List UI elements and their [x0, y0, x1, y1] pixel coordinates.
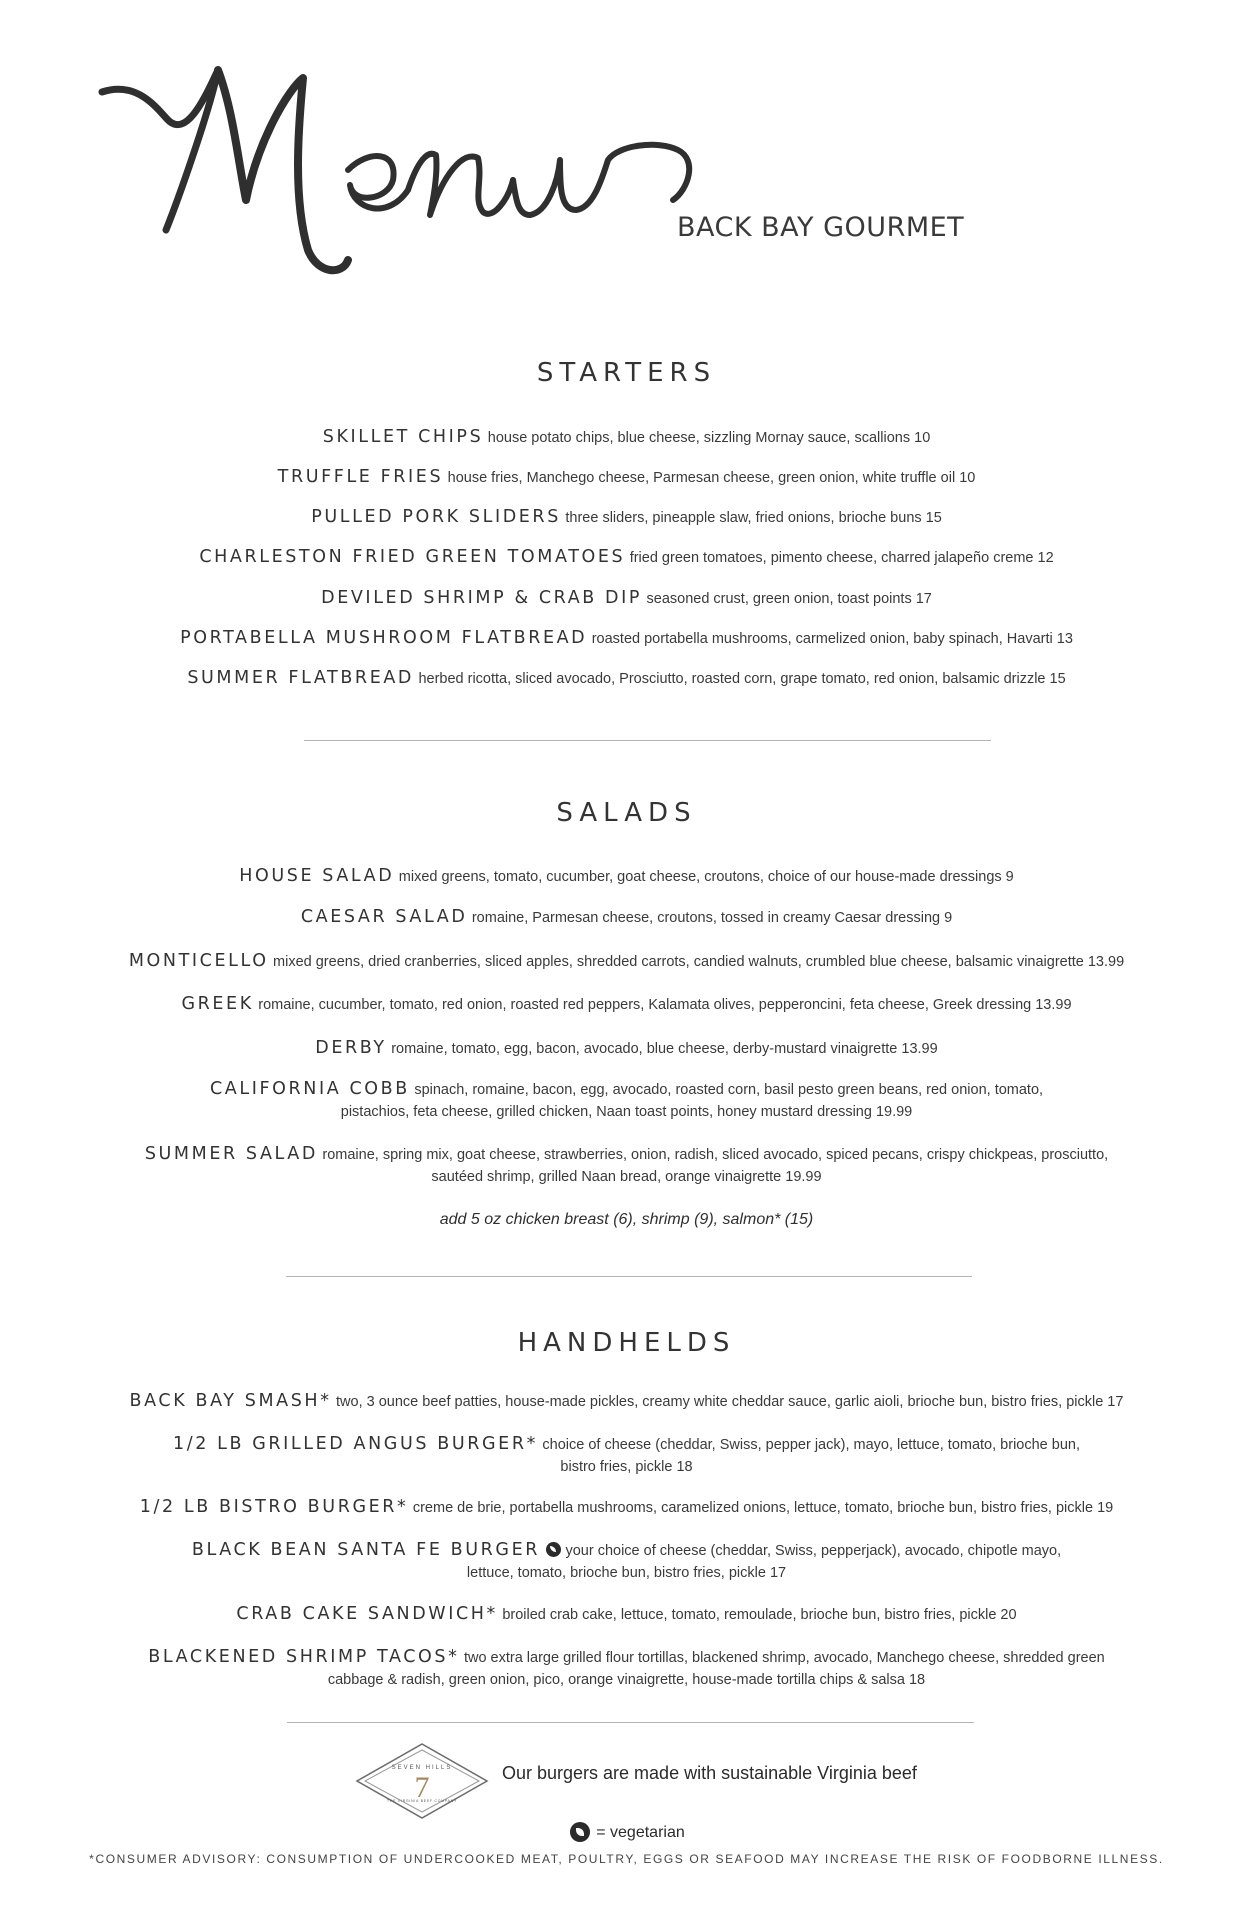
item-description: fried green tomatoes, pimento cheese, charred jalapeño creme 12	[629, 550, 1054, 566]
menu-item-continuation	[0, 1166, 1253, 1188]
restaurant-name: BACK BAY GOURMET	[677, 212, 965, 243]
item-name: CAESAR SALAD	[300, 907, 468, 927]
menu-item	[0, 1497, 1253, 1519]
item-description: romaine, tomato, egg, bacon, avocado, blue cheese, derby-mustard vinaigrette 13.99	[391, 1041, 938, 1057]
item-name: SUMMER FLATBREAD	[187, 668, 414, 688]
item-description: two extra large grilled flour tortillas, blackened shrimp, avocado, Manchego cheese, shredded green	[463, 1650, 1105, 1666]
item-name: DEVILED SHRIMP & CRAB DIP	[321, 588, 643, 608]
item-description: house potato chips, blue cheese, sizzling Mornay sauce, scallions 10	[487, 430, 931, 446]
vegetarian-leaf-icon	[546, 1542, 561, 1557]
section-title-handhelds: HANDHELDS	[517, 1328, 736, 1358]
item-description: two, 3 ounce beef patties, house-made pickles, creamy white cheddar sauce, garlic aioli, brioche bun, bistro fries, pickle 17	[336, 1394, 1124, 1410]
consumer-advisory: *CONSUMER ADVISORY: CONSUMPTION OF UNDERCOOKED MEAT, POULTRY, EGGS OR SEAFOOD MAY INCREASE THE RISK OF FOODBORNE ILLNESS.	[89, 1852, 1164, 1866]
menu-script-title	[98, 50, 778, 280]
menu-item	[0, 1144, 1253, 1166]
item-name: 1/2 LB BISTRO BURGER*	[139, 1497, 409, 1517]
menu-item	[0, 507, 1253, 529]
menu-item	[0, 951, 1253, 973]
menu-item	[0, 588, 1253, 610]
salad-add-on-note: add 5 oz chicken breast (6), shrimp (9), salmon* (15)	[439, 1211, 814, 1228]
item-name: SUMMER SALAD	[144, 1144, 318, 1164]
item-description: mixed greens, dried cranberries, sliced apples, shredded carrots, candied walnuts, crumbled blue cheese, balsamic vinaigrette 13.99	[273, 954, 1125, 970]
item-name: CALIFORNIA COBB	[209, 1079, 410, 1099]
item-name: PORTABELLA MUSHROOM FLATBREAD	[180, 628, 588, 648]
item-name: CRAB CAKE SANDWICH*	[236, 1604, 498, 1624]
item-name: MONTICELLO	[128, 951, 269, 971]
menu-item	[0, 1391, 1253, 1413]
item-description-continued: pistachios, feta cheese, grilled chicken, Naan toast points, honey mustard dressing 19.99	[340, 1104, 913, 1120]
menu-item-continuation	[0, 1562, 1253, 1584]
menu-item	[0, 994, 1253, 1016]
section-divider	[287, 1722, 974, 1723]
vegetarian-legend-text: = vegetarian	[596, 1824, 685, 1841]
vegetarian-leaf-icon	[570, 1822, 590, 1842]
menu-item	[0, 628, 1253, 650]
section-divider	[286, 1276, 972, 1277]
item-name: CHARLESTON FRIED GREEN TOMATOES	[199, 547, 626, 567]
item-description: romaine, cucumber, tomato, red onion, roasted red peppers, Kalamata olives, pepperoncini, feta cheese, Greek dressing 13.99	[258, 997, 1072, 1013]
item-description: house fries, Manchego cheese, Parmesan cheese, green onion, white truffle oil 10	[447, 470, 976, 486]
menu-item	[0, 866, 1253, 888]
menu-item-continuation	[0, 1669, 1253, 1691]
item-name: GREEK	[181, 994, 254, 1014]
menu-item	[0, 1540, 1253, 1562]
menu-item	[0, 1647, 1253, 1669]
item-description: creme de brie, portabella mushrooms, caramelized onions, lettuce, tomato, brioche bun, bistro fries, pickle 19	[412, 1500, 1114, 1516]
menu-item-continuation	[0, 1456, 1253, 1478]
item-description: roasted portabella mushrooms, carmelized onion, baby spinach, Havarti 13	[591, 631, 1073, 647]
item-description: mixed greens, tomato, cucumber, goat cheese, croutons, choice of our house-made dressings 9	[398, 869, 1014, 885]
menu-item-continuation	[0, 1101, 1253, 1123]
item-description-continued: bistro fries, pickle 18	[560, 1459, 693, 1475]
item-description: romaine, Parmesan cheese, croutons, tossed in creamy Caesar dressing 9	[471, 910, 953, 926]
menu-item	[0, 1604, 1253, 1626]
section-title-salads: SALADS	[556, 798, 697, 828]
item-name: TRUFFLE FRIES	[277, 467, 444, 487]
menu-item	[0, 467, 1253, 489]
vegetarian-legend	[0, 1822, 1253, 1842]
item-description: romaine, spring mix, goat cheese, strawberries, onion, radish, sliced avocado, spiced pecans, crispy chickpeas, prosciutto,	[322, 1147, 1109, 1163]
svg-text:THE VIRGINIA BEEF COMPANY: THE VIRGINIA BEEF COMPANY	[386, 1799, 458, 1803]
svg-text:SEVEN HILLS: SEVEN HILLS	[391, 1765, 453, 1771]
seven-hills-beef-logo	[355, 1742, 489, 1820]
item-name: BACK BAY SMASH*	[129, 1391, 332, 1411]
item-description: choice of cheese (cheddar, Swiss, pepper jack), mayo, lettuce, tomato, brioche bun,	[542, 1437, 1080, 1453]
item-name: DERBY	[315, 1038, 387, 1058]
item-description-continued: cabbage & radish, green onion, pico, orange vinaigrette, house-made tortilla chips & salsa 18	[327, 1672, 926, 1688]
item-name: 1/2 LB GRILLED ANGUS BURGER*	[173, 1434, 538, 1454]
item-description: your choice of cheese (cheddar, Swiss, pepperjack), avocado, chipotle mayo,	[565, 1543, 1062, 1559]
svg-text:7: 7	[414, 1771, 430, 1804]
section-title-starters: STARTERS	[536, 358, 717, 388]
item-description-continued: sautéed shrimp, grilled Naan bread, orange vinaigrette 19.99	[431, 1169, 822, 1185]
menu-item	[0, 427, 1253, 449]
item-name: PULLED PORK SLIDERS	[311, 507, 561, 527]
item-description-continued: lettuce, tomato, brioche bun, bistro fries, pickle 17	[466, 1565, 787, 1581]
menu-item	[0, 1434, 1253, 1456]
item-description: three sliders, pineapple slaw, fried onions, brioche buns 15	[565, 510, 942, 526]
item-name: BLACK BEAN SANTA FE BURGER	[191, 1540, 541, 1560]
item-name: HOUSE SALAD	[239, 866, 395, 886]
menu-item	[0, 907, 1253, 929]
item-description: herbed ricotta, sliced avocado, Prosciutto, roasted corn, grape tomato, red onion, balsamic drizzle 15	[418, 671, 1066, 687]
section-divider	[304, 740, 991, 741]
menu-script-title-art	[98, 50, 778, 280]
menu-item	[0, 668, 1253, 690]
item-description: seasoned crust, green onion, toast points 17	[646, 591, 932, 607]
item-description: spinach, romaine, bacon, egg, avocado, roasted corn, basil pesto green beans, red onion, tomato,	[414, 1082, 1044, 1098]
beef-sourcing-note: Our burgers are made with sustainable Virginia beef	[502, 1763, 917, 1783]
menu-item	[0, 1038, 1253, 1060]
item-name: SKILLET CHIPS	[322, 427, 484, 447]
menu-item	[0, 1079, 1253, 1101]
item-description: broiled crab cake, lettuce, tomato, remoulade, brioche bun, bistro fries, pickle 20	[502, 1607, 1017, 1623]
item-name: BLACKENED SHRIMP TACOS*	[148, 1647, 460, 1667]
menu-item	[0, 547, 1253, 569]
